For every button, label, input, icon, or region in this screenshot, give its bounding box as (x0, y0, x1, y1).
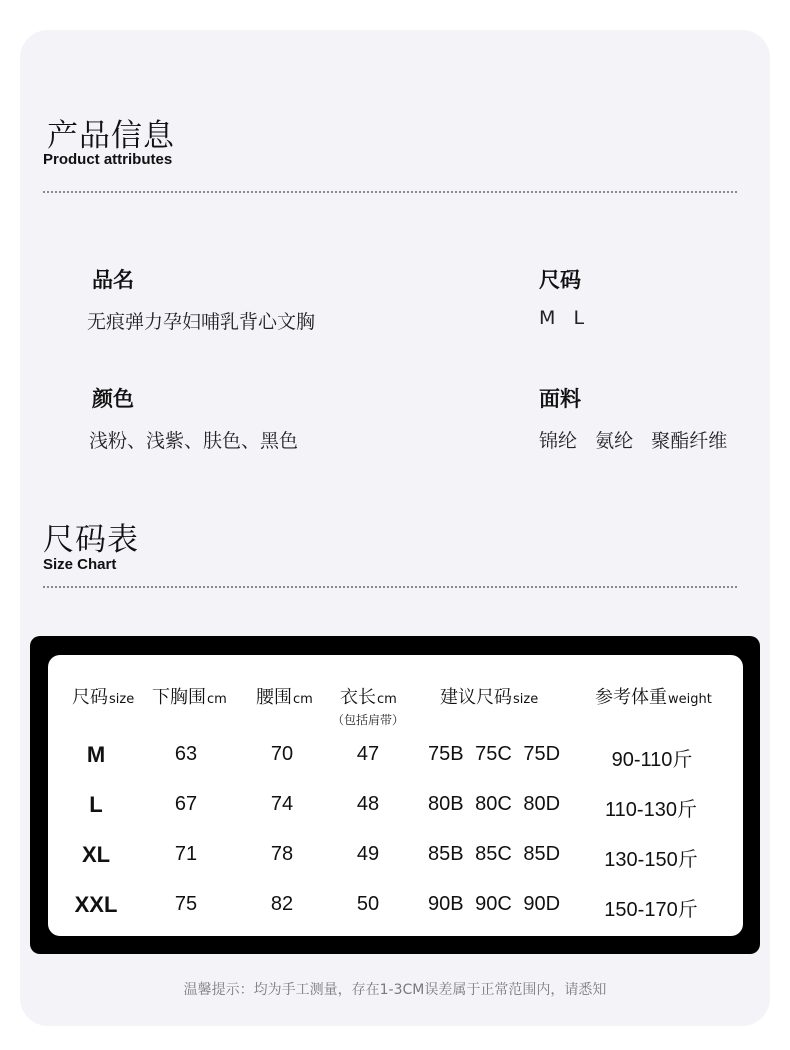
divider (43, 586, 737, 588)
row-m-size: M (86, 742, 106, 767)
size-table (48, 655, 743, 936)
row-m-weight: 90-110斤 (611, 749, 693, 771)
size-chart-subtitle: Size Chart (43, 556, 117, 573)
product-info-title: 产品信息 (47, 118, 175, 154)
row-xxl-waist: 82 (270, 893, 294, 915)
row-xl-cups: 85B 85C 85D (427, 843, 561, 865)
size-table-frame (30, 636, 760, 954)
header-length-note: （包括肩带） (332, 713, 405, 727)
row-l-waist: 74 (270, 793, 294, 815)
row-m-length: 47 (356, 743, 380, 765)
footnote: 温馨提示：均为手工测量，存在1-3CM误差属于正常范围内，请悉知 (183, 982, 607, 998)
row-xl-length: 49 (356, 843, 380, 865)
row-m-underbust: 63 (174, 743, 198, 765)
row-l-weight: 110-130斤 (605, 799, 697, 821)
row-xl-weight: 130-150斤 (604, 849, 698, 871)
attr-name-value: 无痕弹力孕妇哺乳背心文胸 (87, 311, 316, 333)
row-xxl-cups: 90B 90C 90D (427, 893, 561, 915)
product-info-subtitle: Product attributes (43, 151, 173, 168)
row-m-cups: 75B 75C 75D (427, 743, 561, 765)
attr-name-label: 品名 (92, 268, 134, 292)
attr-color-label: 颜色 (92, 387, 134, 411)
row-l-underbust: 67 (174, 793, 198, 815)
attr-color-value: 浅粉、浅紫、肤色、黑色 (89, 430, 299, 452)
row-m-waist: 70 (270, 743, 294, 765)
header-waist: 腰围cm (256, 687, 313, 708)
attr-fabric-value: 锦纶 氨纶 聚酯纤维 (539, 430, 728, 452)
header-underbust: 下胸围cm (152, 687, 227, 708)
row-xxl-length: 50 (356, 893, 380, 915)
row-l-length: 48 (356, 793, 380, 815)
header-recommended-size: 建议尺码size (440, 687, 539, 708)
header-weight: 参考体重weight (595, 687, 712, 708)
divider (43, 191, 737, 193)
row-xxl-underbust: 75 (174, 893, 198, 915)
attr-size-value: M L (539, 307, 585, 329)
row-xxl-size: XXL (74, 892, 118, 917)
row-xl-underbust: 71 (174, 843, 198, 865)
row-xl-waist: 78 (270, 843, 294, 865)
row-xl-size: XL (81, 842, 111, 867)
row-l-size: L (89, 792, 103, 817)
header-length: 衣长cm (340, 687, 397, 708)
attr-size-label: 尺码 (539, 268, 581, 292)
row-l-cups: 80B 80C 80D (427, 793, 561, 815)
size-chart-title: 尺码表 (43, 522, 139, 558)
attr-fabric-label: 面料 (539, 387, 581, 411)
header-size: 尺码size (72, 687, 135, 708)
row-xxl-weight: 150-170斤 (604, 899, 698, 921)
